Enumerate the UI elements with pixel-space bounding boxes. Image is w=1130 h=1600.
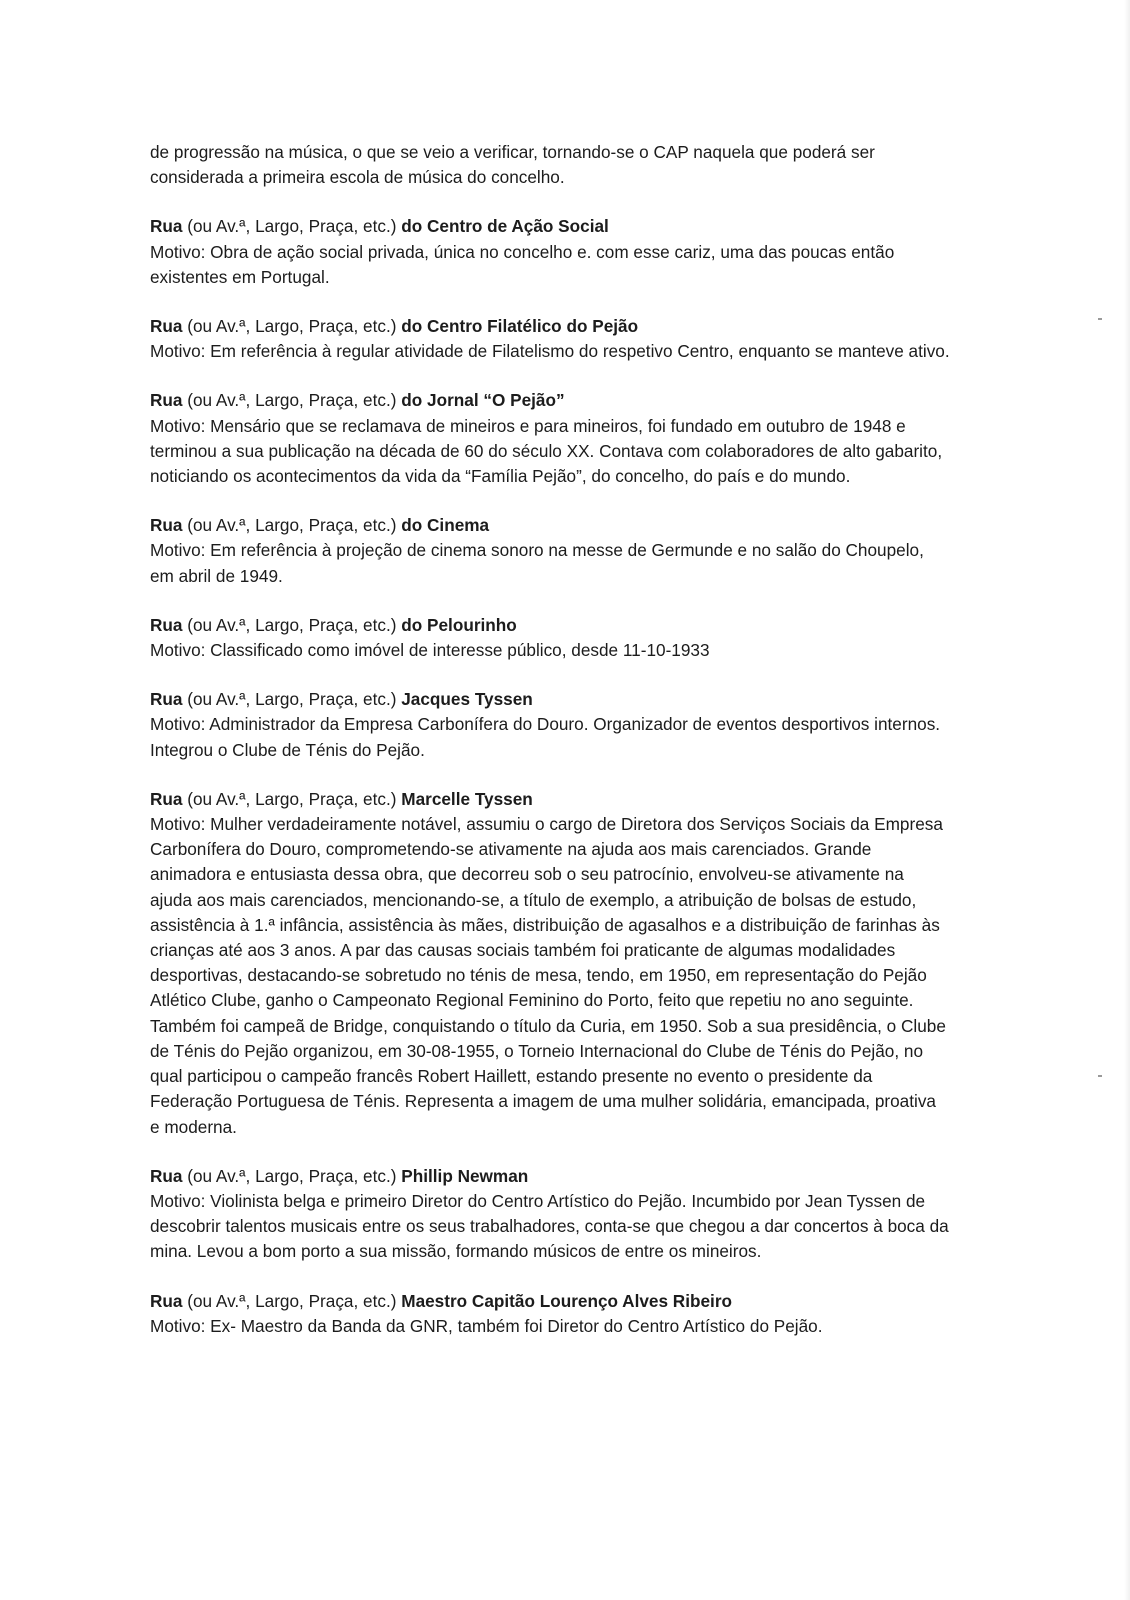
entry-motivo: Motivo: Em referência à projeção de cinema sonoro na messe de Germunde e no salão do Choupelo, em abril de 1949. bbox=[150, 540, 924, 586]
entry-name: do Centro Filatélico do Pejão bbox=[401, 316, 639, 337]
entry-motivo: Motivo: Mensário que se reclamava de mineiros e para mineiros, foi fundado em outubro de 1948 e terminou a sua publicação na década de 60 do século XX. Contava com colaboradores de alto gabarito, noticiando os acontecimentos da vida da “Família Pejão”, do concelho, do país e do mundo. bbox=[150, 415, 943, 487]
entry-heading bbox=[150, 1164, 950, 1189]
entry-heading bbox=[150, 314, 950, 339]
entry-name: Maestro Capitão Lourenço Alves Ribeiro bbox=[401, 1290, 733, 1311]
entry-heading bbox=[150, 613, 950, 638]
scan-speck bbox=[1098, 318, 1102, 320]
entry-prefix: Rua bbox=[150, 390, 183, 411]
entry-name: do Centro de Ação Social bbox=[401, 216, 609, 237]
entry-motivo: Motivo: Administrador da Empresa Carbonífera do Douro. Organizador de eventos desportivos internos. Integrou o Clube de Ténis do Pejão. bbox=[150, 714, 941, 760]
entry-prefix-rest: (ou Av.ª, Largo, Praça, etc.) bbox=[182, 316, 402, 337]
entry-prefix: Rua bbox=[150, 316, 183, 337]
entry-motivo: Motivo: Em referência à regular atividade de Filatelismo do respetivo Centro, enquanto se manteve ativo. bbox=[150, 341, 950, 362]
entry-prefix: Rua bbox=[150, 515, 183, 536]
entry-heading bbox=[150, 687, 950, 712]
street-entry bbox=[150, 687, 950, 763]
entry-prefix-rest: (ou Av.ª, Largo, Praça, etc.) bbox=[182, 216, 402, 237]
entry-prefix-rest: (ou Av.ª, Largo, Praça, etc.) bbox=[182, 515, 402, 536]
street-entry bbox=[150, 314, 950, 364]
entry-motivo: Motivo: Ex- Maestro da Banda da GNR, também foi Diretor do Centro Artístico do Pejão. bbox=[150, 1315, 823, 1336]
entry-prefix: Rua bbox=[150, 1290, 183, 1311]
entry-motivo: Motivo: Violinista belga e primeiro Diretor do Centro Artístico do Pejão. Incumbido por Jean Tyssen de descobrir talentos musicais entre os seus trabalhadores, conta-se que chegou a dar concertos à boca da mina. Levou a bom porto a sua missão, formando músicos de entre os mineiros. bbox=[150, 1190, 949, 1262]
entry-name: Phillip Newman bbox=[401, 1165, 529, 1186]
document-page bbox=[150, 140, 950, 1363]
entry-name: do Pelourinho bbox=[401, 614, 517, 635]
entry-prefix-rest: (ou Av.ª, Largo, Praça, etc.) bbox=[182, 788, 402, 809]
entry-prefix: Rua bbox=[150, 614, 183, 635]
entry-prefix-rest: (ou Av.ª, Largo, Praça, etc.) bbox=[182, 1165, 402, 1186]
entry-heading bbox=[150, 513, 950, 538]
street-entry bbox=[150, 787, 950, 1140]
intro-paragraph: de progressão na música, o que se veio a verificar, tornando-se o CAP naquela que poderá ser considerada a primeira escola de música do concelho. bbox=[150, 142, 875, 188]
street-entry bbox=[150, 1164, 950, 1265]
entry-motivo: Motivo: Obra de ação social privada, única no concelho e. com esse cariz, uma das poucas então existentes em Portugal. bbox=[150, 241, 895, 287]
entry-name: do Jornal “O Pejão” bbox=[401, 390, 565, 411]
entry-prefix-rest: (ou Av.ª, Largo, Praça, etc.) bbox=[182, 1290, 402, 1311]
entry-heading bbox=[150, 1289, 950, 1314]
street-entry bbox=[150, 513, 950, 589]
entry-heading bbox=[150, 388, 950, 413]
street-entry bbox=[150, 388, 950, 489]
entry-prefix-rest: (ou Av.ª, Largo, Praça, etc.) bbox=[182, 390, 402, 411]
entry-heading bbox=[150, 214, 950, 239]
entry-motivo: Motivo: Classificado como imóvel de interesse público, desde 11-10-1933 bbox=[150, 640, 710, 661]
entry-name: Marcelle Tyssen bbox=[401, 788, 533, 809]
entry-prefix: Rua bbox=[150, 1165, 183, 1186]
scan-edge-shadow bbox=[1124, 0, 1130, 1600]
entry-heading bbox=[150, 787, 950, 812]
entry-prefix-rest: (ou Av.ª, Largo, Praça, etc.) bbox=[182, 614, 402, 635]
entry-name: do Cinema bbox=[401, 515, 490, 536]
street-entry bbox=[150, 613, 950, 663]
street-entry bbox=[150, 1289, 950, 1339]
entry-name: Jacques Tyssen bbox=[401, 689, 533, 710]
entry-prefix-rest: (ou Av.ª, Largo, Praça, etc.) bbox=[182, 689, 402, 710]
scan-speck bbox=[1098, 1075, 1102, 1077]
entry-motivo: Motivo: Mulher verdadeiramente notável, assumiu o cargo de Diretora dos Serviços Sociais da Empresa Carbonífera do Douro, comprometendo-se ativamente na ajuda aos mais carenciados. Grande animadora e entusiasta dessa obra, que decorreu sob o seu patrocínio, envolveu-se ativamente na ajuda aos mais carenciados, mencionando-se, a título de exemplo, a atribuição de bolsas de estudo, assistência à 1.ª infância, assistência às mães, distribuição de agasalhos e a distribuição de farinhas às crianças até aos 3 anos. A par das causas sociais também foi praticante de algumas modalidades desportivas, destacando-se sobretudo no ténis de mesa, tendo, em 1950, em representação do Pejão Atlético Clube, ganho o Campeonato Regional Feminino do Porto, feito que repetiu no ano seguinte. Também foi campeã de Bridge, conquistando o título da Curia, em 1950. Sob a sua presidência, o Clube de Ténis do Pejão organizou, em 30-08-1955, o Torneio Internacional do Clube de Ténis do Pejão, no qual participou o campeão francês Robert Haillett, estando presente no evento o presidente da Federação Portuguesa de Ténis. Representa a imagem de uma mulher solidária, emancipada, proativa e moderna. bbox=[150, 814, 946, 1137]
entry-prefix: Rua bbox=[150, 216, 183, 237]
entry-prefix: Rua bbox=[150, 689, 183, 710]
street-entry bbox=[150, 214, 950, 290]
entry-prefix: Rua bbox=[150, 788, 183, 809]
